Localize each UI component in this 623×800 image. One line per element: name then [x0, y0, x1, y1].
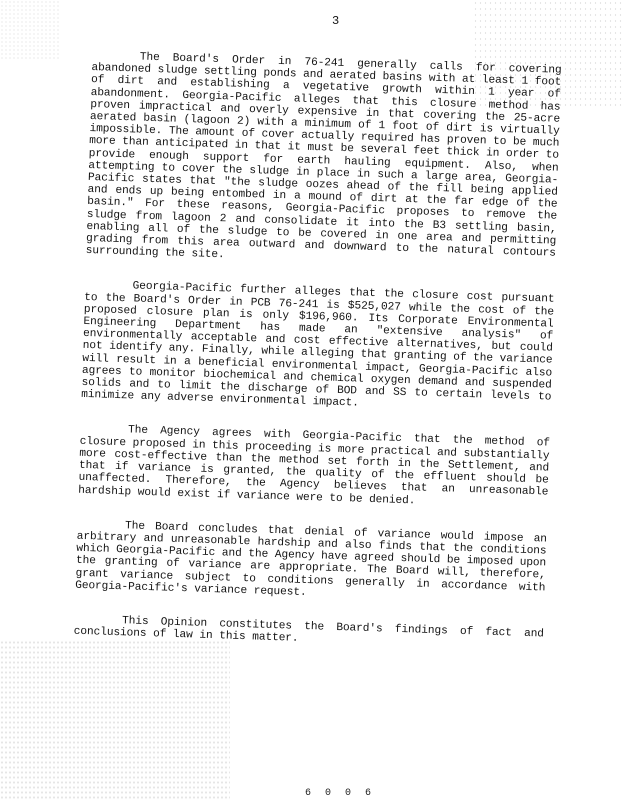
paragraph-board-conclusion: The Board concludes that denial of variance would impose an arbitrary and unreasonable hardship and also finds that the conditions which Georgia-Pacific and the Agency have agreed should be imposed upon the granting of variance are appropriate. The Board will, therefore, grant variance subject to conditions generally in accordance with Georgia-Pacific's variance request. [74, 519, 548, 599]
scan-noise-bottom-left [0, 640, 230, 800]
paragraph-closure-cost: Georgia-Pacific further alleges that the closure cost pursuant to the Board's Order in PCB 76-241 is $525,027 while the cost of the proposed closure plan is only $196,960. Its Corporate Environmental Engineering Department has made an "extensive analysis" of environmentally acceptable and cost effective alternatives, but could not identify any. Finally, while alleging that granting of the variance will result in a beneficial environmental impact, Georgia-Pacific also agrees to monitor biochemical and chemical oxygen demand and suspended solids and to limit the discharge of BOD and SS to certain levels to minimize any adverse environmental impact. [80, 280, 555, 410]
opinion-body [73, 50, 562, 675]
paragraph-findings-statement: This Opinion constitutes the Board's findings of fact and conclusions of law in this matter. [73, 615, 545, 645]
page-number: 3 [332, 14, 340, 28]
paragraph-agency-agreement: The Agency agrees with Georgia-Pacific that the method of closure proposed in this proceeding is more practical and substantially more cost-effective than the method set forth in the Settlement, and that if variance is granted, the quality of the effluent should be unaffected. Therefore, the Agency believes that an unreasonable hardship would exist if variance were to be denied. [77, 424, 551, 507]
paragraph-closure-order: The Board's Order in 76-241 generally calls for covering abandoned sludge settling ponds and aerated basins with at least 1 foot of dirt and establishing a vegetative growth within 1 year of abandonment. Georgia-Pacific alleges that this closure method has proven impractical and overly expensive in that covering the 25-acre aerated basin (lagoon 2) with a minimum of 1 foot of dirt is virtually impossible. The amount of cover actually required has proven to be much more than anticipated in that it must be several feet thick in order to provide enough support for earth hauling equipment. Also, when attempting to cover the sludge in place in such a large area, Georgia-Pacific states that "the sludge oozes ahead of the fill being applied and ends up being entombed in a mound of dirt at the far edge of the basin." For these reasons, Georgia-Pacific proposes to remove the sludge from lagoon 2 and consolidate it into the B3 settling basin, enabling all of the sludge to be covered in one area and permitting grading from this area outward and downward to the natural contours surrounding the site. [85, 51, 562, 262]
scan-noise-top-left [0, 0, 60, 60]
footer-marks: 6 0 0 6 [305, 788, 376, 799]
